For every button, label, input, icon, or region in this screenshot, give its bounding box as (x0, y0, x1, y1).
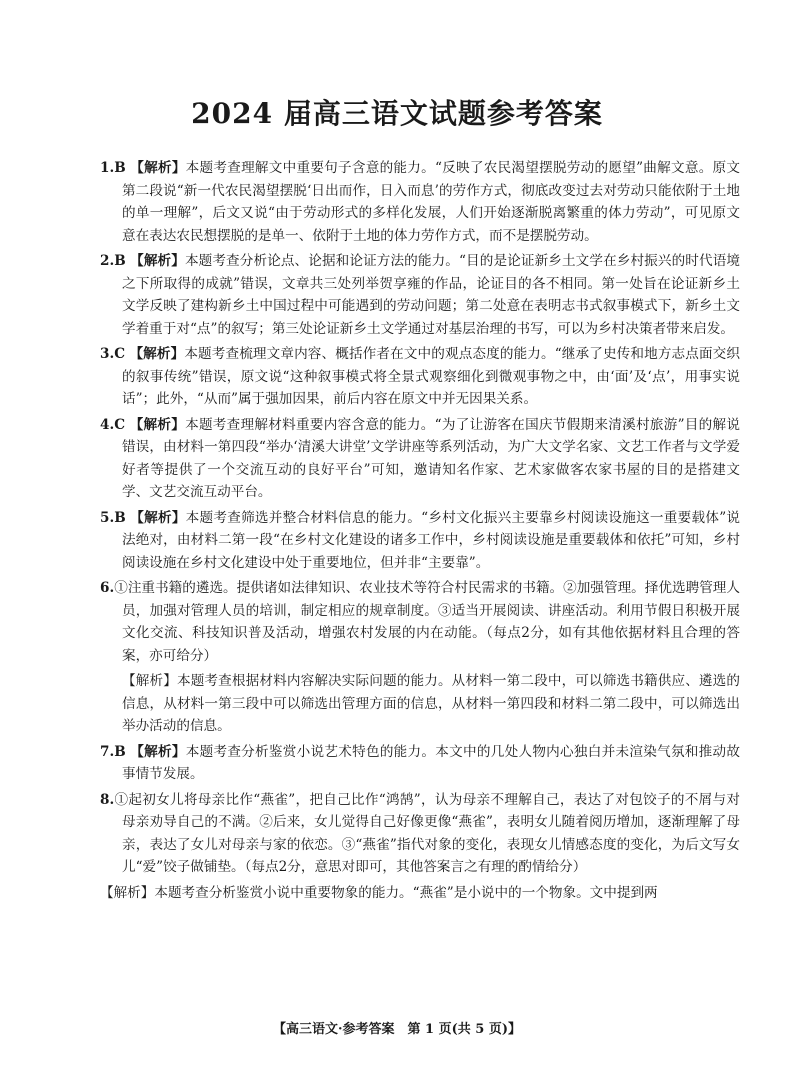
answer-text: 本题考查筛选并整合材料信息的能力。“乡村文化振兴主要靠乡村阅读设施这一重要载体”说法绝对，由材料二第一段“在乡村文化建设的诸多工作中，乡村阅读设施是重要载体和依托”可知，乡村阅读设施在乡村文化建设中处于重要地位，但并非“主要靠”。 (122, 509, 740, 571)
answer-text: 本题考查分析论点、论据和论证方法的能力。“目的是论证新乡土文学在乡村振兴的时代语境之下所取得的成就”错误，文章共三处列举贺享雍的作品，论证目的各不相同。第一处旨在论证新乡土文学反映了建构新乡土中国过程中可能遇到的劳动问题；第二处意在表明志书式叙事模式下，新乡土文学着重于对“点”的叙写；第三处论证新乡土文学通过对基层治理的书写，可以为乡村决策者带来启发。 (122, 253, 740, 337)
page-footer: 【高三语文·参考答案 第 1 页(共 5 页)】 (272, 1022, 522, 1037)
analysis-tag: 【解析】 (130, 509, 186, 526)
answer-number: 4.C (100, 416, 126, 433)
answer-item-3 (100, 343, 740, 411)
analysis-tag: 【解析】 (129, 346, 185, 362)
analysis-tag: 【解析】 (100, 884, 155, 901)
answer-item-4 (100, 414, 740, 504)
answer-text: 本题考查理解材料重要内容含意的能力。“为了让游客在国庆节假期来清溪村旅游”目的解说错误，由材料一第四段“举办‘清溪大讲堂’文学讲座等系列活动，为广大文学名家、文艺工作者与文学爱好者等提供了一个交流互动的良好平台”可知，邀请知名作家、艺术家做客农家书屋的目的是搭建文学、文艺交流互动平台。 (122, 416, 740, 500)
answer-number: 8. (100, 791, 115, 808)
answer-item-5 (100, 507, 740, 575)
answer-number: 1.B (100, 160, 126, 176)
answer-text: 本题考查分析鉴赏小说艺术特色的能力。本文中的几处人物内心独白并未渲染气氛和推动故事情节发展。 (122, 743, 740, 782)
answer-item-2 (100, 250, 740, 340)
answer-item-1 (100, 157, 740, 247)
answer-item-8 (100, 789, 740, 879)
answer-number: 3.C (100, 346, 126, 362)
answer-text: ①起初女儿将母亲比作“燕雀”，把自己比作“鸿鹄”，认为母亲不理解自己，表达了对包饺子的不屑与对母亲劝导自己的不满。②后来，女儿觉得自己好像更像“燕雀”，表明女儿随着阅历增加，逐渐理解了母亲，表达了女儿对母亲与家的依恋。③“燕雀”指代对象的变化，表现女儿情感态度的变化，为后文写女儿“爱”饺子做铺垫。（每点2分，意思对即可，其他答案言之有理的酌情给分） (114, 791, 740, 875)
answer-number: 6. (100, 580, 115, 596)
answer-text: ①注重书籍的遴选。提供诸如法律知识、农业技术等符合村民需求的书籍。②加强管理。择优选聘管理人员，加强对管理人员的培训，制定相应的规章制度。③适当开展阅读、讲座活动。利用节假日积极开展文化交流、科技知识普及活动，增强农村发展的内在动能。（每点2分，如有其他依据材料且合理的答案，亦可给分） (114, 580, 740, 664)
page-title: 2024 届高三语文试题参考答案 (191, 97, 603, 130)
analysis-tag: 【解析】 (129, 416, 186, 433)
answer-number: 2.B (100, 253, 126, 269)
answer-item-6 (100, 577, 740, 667)
answer-list (100, 157, 740, 907)
analysis-tag: 【解析】 (130, 253, 185, 269)
analysis-text: 本题考查根据材料内容解决实际问题的能力。从材料一第二段中，可以筛选书籍供应、遴选的信息，从材料一第三段中可以筛选出管理方面的信息，从材料一第四段和材料二第二段中，可以筛选出举办活动的信息。 (122, 673, 741, 734)
answer-text: 本题考查理解文中重要句子含意的能力。“反映了农民渴望摆脱劳动的愿望”曲解文意。原文第二段说“新一代农民渴望摆脱‘日出而作，日入而息’的劳作方式，彻底改变过去对劳动只能依附于土地的单一理解”，后文又说“由于劳动形式的多样化发展，人们开始逐渐脱离繁重的体力劳动”，可见原文意在表达农民想摆脱的是单一、依附于土地的体力劳作方式，而不是摆脱劳动。 (122, 160, 740, 244)
answer-number: 7.B (100, 743, 126, 760)
analysis-tag: 【解析】 (130, 160, 186, 176)
analysis-tag: 【解析】 (130, 743, 186, 760)
answer-item-6-analysis (100, 670, 740, 738)
analysis-text: 本题考查分析鉴赏小说中重要物象的能力。“燕雀”是小说中的一个物象。文中提到两 (154, 884, 658, 901)
answer-item-7 (100, 741, 740, 786)
answer-item-8-analysis (100, 882, 740, 905)
answer-text: 本题考查梳理文章内容、概括作者在文中的观点态度的能力。“继承了史传和地方志点面交织的叙事传统”错误，原文说“这种叙事模式将全景式观察细化到微观事物之中，由‘面’及‘点’，用事实说话”；此外，“从而”属于强加因果，前后内容在原文中并无因果关系。 (122, 346, 740, 407)
analysis-tag: 【解析】 (122, 673, 177, 689)
answer-number: 5.B (100, 509, 126, 526)
